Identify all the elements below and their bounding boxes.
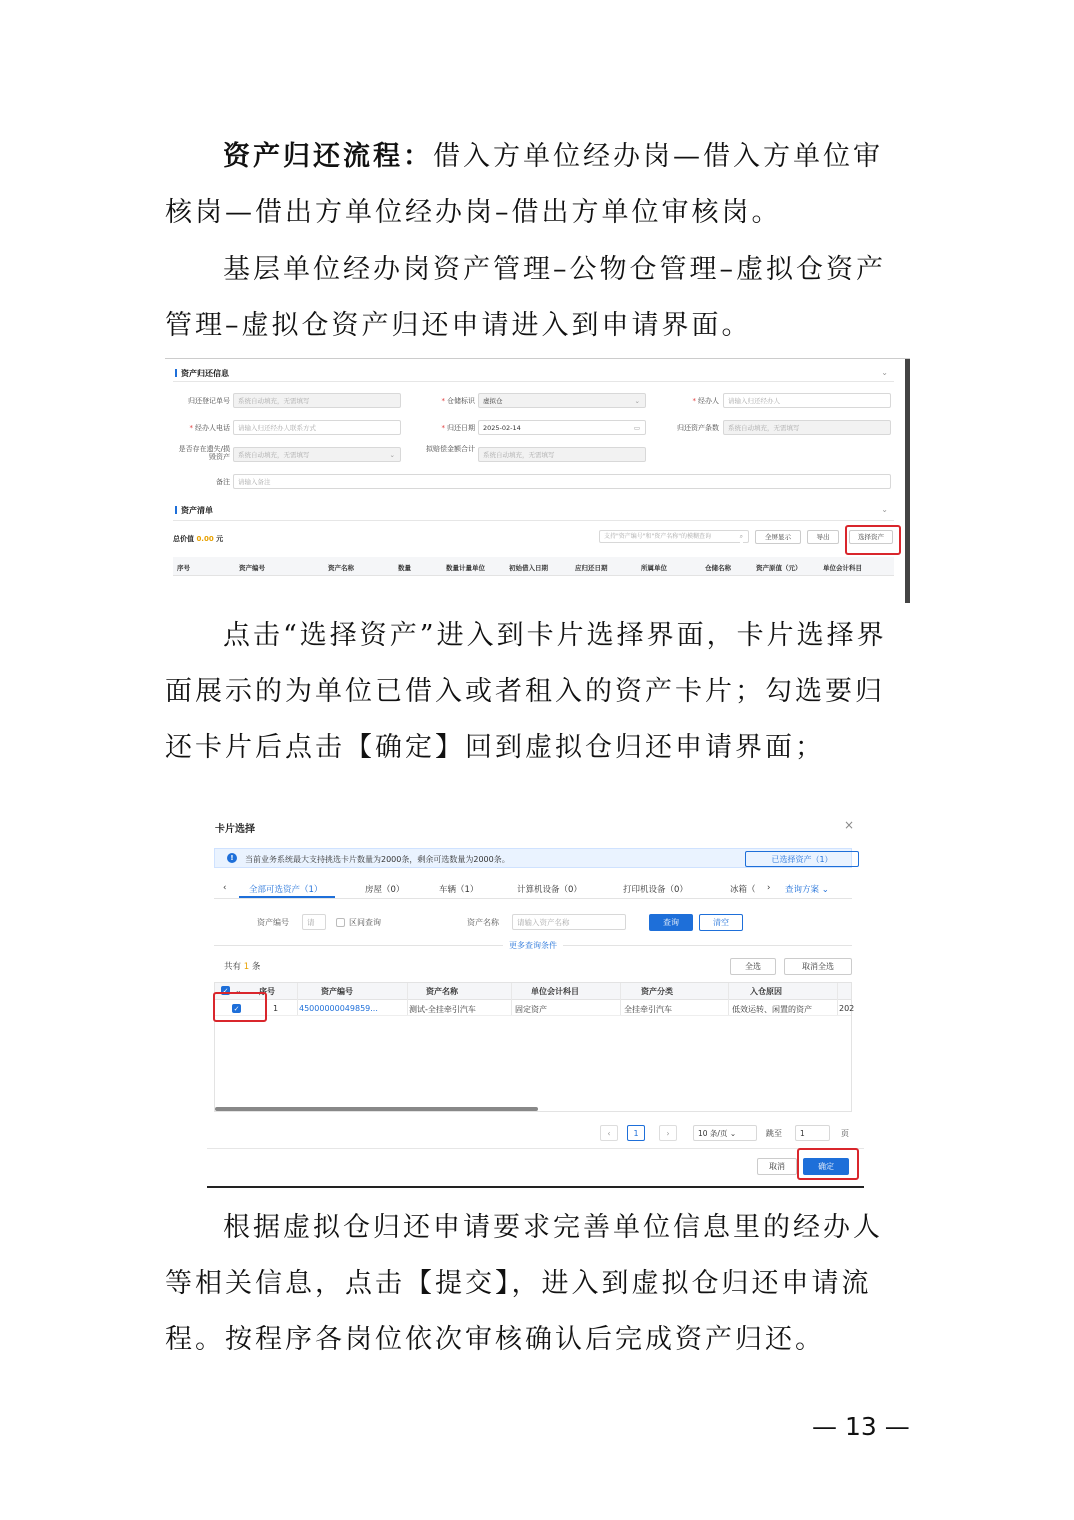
chevron-down-icon[interactable]: ⌄ — [881, 505, 888, 514]
paragraph-text: 点击“选择资产”进入到卡片选择界面，卡片选择界面展示的为单位已借入或者租入的资产卡片；勾选要归还卡片后点击【确定】回到虚拟仓归还申请界面； — [165, 620, 887, 763]
tab-house[interactable]: 房屋（0） — [365, 885, 405, 895]
highlight-box — [845, 525, 901, 555]
chevron-down-icon[interactable]: ⌄ — [235, 986, 242, 995]
tab-fridge[interactable]: 冰箱（ — [730, 885, 756, 895]
confirm-button[interactable]: 确定 — [803, 1158, 849, 1175]
column-header: 所属单位 — [641, 564, 667, 572]
cell-asset-no[interactable]: 45000000049859... — [299, 1004, 378, 1013]
more-conditions-link[interactable]: 更多查询条件 — [503, 940, 563, 951]
label-asset-count: 归还资产条数 — [677, 424, 719, 432]
column-header: 资产名称 — [328, 564, 354, 572]
paragraph-select-assets — [165, 608, 910, 776]
horizontal-scrollbar[interactable] — [215, 1107, 538, 1111]
column-header: 初始借入日期 — [509, 564, 548, 572]
cell-asset-name: 测试-全挂牵引汽车 — [409, 1005, 476, 1014]
selected-assets-button[interactable]: 已选择资产（1） — [745, 851, 859, 867]
select-all-button[interactable]: 全选 — [730, 958, 776, 975]
label-compensation: 拟赔偿金额合计 — [426, 445, 475, 453]
divider — [214, 898, 852, 899]
cell-seq: 1 — [273, 1004, 279, 1013]
label-warehouse: * 仓储标识 — [441, 397, 475, 405]
column-header[interactable]: 单位会计科目 — [531, 987, 579, 996]
column-header: 仓储名称 — [705, 564, 731, 572]
divider — [173, 381, 894, 382]
label-damaged: 是否存在遗失/损毁资产 — [178, 445, 230, 461]
column-header: 序号 — [259, 987, 275, 996]
close-icon[interactable]: × — [843, 818, 854, 832]
column-header: 单位会计科目 — [823, 564, 862, 572]
calendar-icon: ▭ — [633, 424, 640, 432]
prev-page-button[interactable]: ‹ — [600, 1125, 618, 1141]
highlight-box — [213, 992, 267, 1022]
cell-category: 全挂牵引汽车 — [624, 1005, 672, 1014]
current-page[interactable]: 1 — [627, 1125, 645, 1141]
query-button[interactable]: 查询 — [649, 914, 693, 931]
asset-no-input[interactable]: 请 — [302, 914, 326, 930]
chevron-down-icon: ⌄ — [634, 397, 640, 405]
paragraph-body: 借入方单位经办岗—借入方单位审核岗—借出方单位经办岗–借出方单位审核岗。 — [165, 141, 883, 228]
label-asset-name: 资产名称 — [467, 918, 499, 927]
chevron-down-icon[interactable]: ⌄ — [881, 368, 888, 377]
column-header: 资产编号 — [239, 564, 265, 572]
compensation-field[interactable]: 系统自动填充，无需填写 — [478, 447, 646, 462]
paragraph-text: 根据虚拟仓归还申请要求完善单位信息里的经办人等相关信息，点击【提交】，进入到虚拟仓归还申请流程。按程序各岗位依次审核确认后完成资产归还。 — [165, 1212, 883, 1355]
column-header: 序号 — [177, 564, 190, 572]
section-title-return-info: 资产归还信息 — [175, 368, 229, 379]
total-value: 总价值 0.00 元 — [173, 535, 224, 543]
column-header[interactable]: 资产分类 — [641, 987, 673, 996]
section-title-asset-list: 资产清单 — [175, 505, 213, 516]
damaged-select[interactable]: 系统自动填充，无需填写 ⌄ — [233, 447, 401, 462]
column-header[interactable]: 资产编号 — [321, 987, 353, 996]
tab-vehicle[interactable]: 车辆（1） — [439, 885, 479, 895]
tab-next-icon[interactable]: › — [767, 883, 771, 893]
page-unit: 页 — [841, 1129, 849, 1138]
cell-reason: 低效运转、闲置的资产 — [732, 1005, 812, 1014]
column-header: 数量 — [398, 564, 411, 572]
tab-computer[interactable]: 计算机设备（0） — [517, 885, 582, 895]
page-size-select[interactable]: 10 条/页 ⌄ — [693, 1125, 757, 1141]
paragraph-text: 基层单位经办岗资产管理–公物仓管理–虚拟仓资产管理–虚拟仓资产归还申请进入到申请界面。 — [165, 254, 886, 341]
range-query-checkbox[interactable] — [336, 918, 345, 927]
tab-prev-icon[interactable]: ‹ — [223, 883, 227, 893]
tab-printer[interactable]: 打印机设备（0） — [623, 885, 688, 895]
page-number: — 13 — — [812, 1412, 910, 1441]
label-phone: * 经办人电话 — [189, 424, 230, 432]
label-asset-no: 资产编号 — [257, 918, 289, 927]
column-header: 资产原值（元） — [756, 564, 802, 572]
search-icon: ⌕ — [740, 531, 743, 543]
column-header[interactable]: 资产名称 — [426, 987, 458, 996]
column-header: 数量计量单位 — [446, 564, 485, 572]
cell-extra: 202 — [839, 1004, 855, 1013]
record-count: 共有 1 条 — [224, 962, 261, 972]
label-remark: 备注 — [216, 478, 230, 486]
handler-field[interactable]: 请输入归还经办人 — [723, 393, 891, 408]
dialog-title: 卡片选择 — [215, 824, 255, 835]
cancel-button[interactable]: 取消 — [757, 1158, 797, 1175]
remark-field[interactable]: 请输入备注 — [233, 474, 891, 489]
paragraph-return-process — [165, 129, 910, 241]
select-all-checkbox[interactable]: ✓ — [222, 987, 229, 995]
divider — [207, 1148, 864, 1149]
select-assets-button[interactable]: 选择资产 — [849, 530, 893, 544]
notice-text: 当前业务系统最大支持挑选卡片数量为2000条，剩余可选数量为2000条。 — [245, 855, 510, 864]
cell-account: 固定资产 — [515, 1005, 547, 1014]
paragraph-complete-info — [165, 1200, 910, 1368]
paragraph-navigation — [165, 242, 910, 354]
export-button[interactable]: 导出 — [807, 530, 839, 544]
highlight-box — [797, 1148, 859, 1180]
card-selection-dialog-screenshot — [207, 814, 864, 1188]
asset-table — [214, 982, 855, 1112]
deselect-all-button[interactable]: 取消全选 — [784, 958, 852, 975]
divider — [207, 1186, 864, 1188]
asset-return-form-screenshot — [165, 358, 910, 603]
asset-search-input[interactable]: 支持"资产编号"和"资产名称"的模糊查询 ⌕ — [599, 530, 749, 543]
divider — [173, 520, 894, 521]
label-handler: * 经办人 — [692, 397, 719, 405]
label-range-query: 区间查询 — [349, 918, 381, 927]
row-checkbox[interactable]: ✓ — [233, 1005, 240, 1013]
phone-field[interactable]: 请输入归还经办人联系方式 — [233, 420, 401, 435]
paragraph-lead: 资产归还流程： — [223, 141, 433, 172]
goto-page-input[interactable]: 1 — [795, 1125, 830, 1141]
info-icon: ! — [227, 853, 237, 863]
label-return-no: 归还登记单号 — [188, 397, 230, 405]
next-page-button[interactable]: › — [659, 1125, 677, 1141]
goto-label: 跳至 — [766, 1129, 782, 1138]
tab-all[interactable]: 全部可选资产（1） — [249, 885, 323, 895]
fullscreen-button[interactable]: 全屏显示 — [755, 530, 801, 544]
notice-bar — [214, 848, 852, 868]
warehouse-select[interactable]: 虚拟仓 ⌄ — [478, 393, 646, 408]
query-scheme-dropdown[interactable]: 查询方案 ⌄ — [785, 885, 829, 895]
return-no-field[interactable]: 系统自动填充，无需填写 — [233, 393, 401, 408]
column-header[interactable]: 入仓原因 — [750, 987, 782, 996]
asset-count-field[interactable]: 系统自动填充，无需填写 — [723, 420, 891, 435]
asset-name-input[interactable]: 请输入资产名称 — [512, 914, 626, 930]
chevron-down-icon: ⌄ — [389, 451, 395, 459]
label-return-date: * 归还日期 — [441, 424, 475, 432]
column-header: 应归还日期 — [575, 564, 608, 572]
return-date-field[interactable]: 2025-02-14 ▭ — [478, 420, 646, 435]
clear-button[interactable]: 清空 — [699, 914, 743, 931]
window-edge — [905, 359, 910, 603]
